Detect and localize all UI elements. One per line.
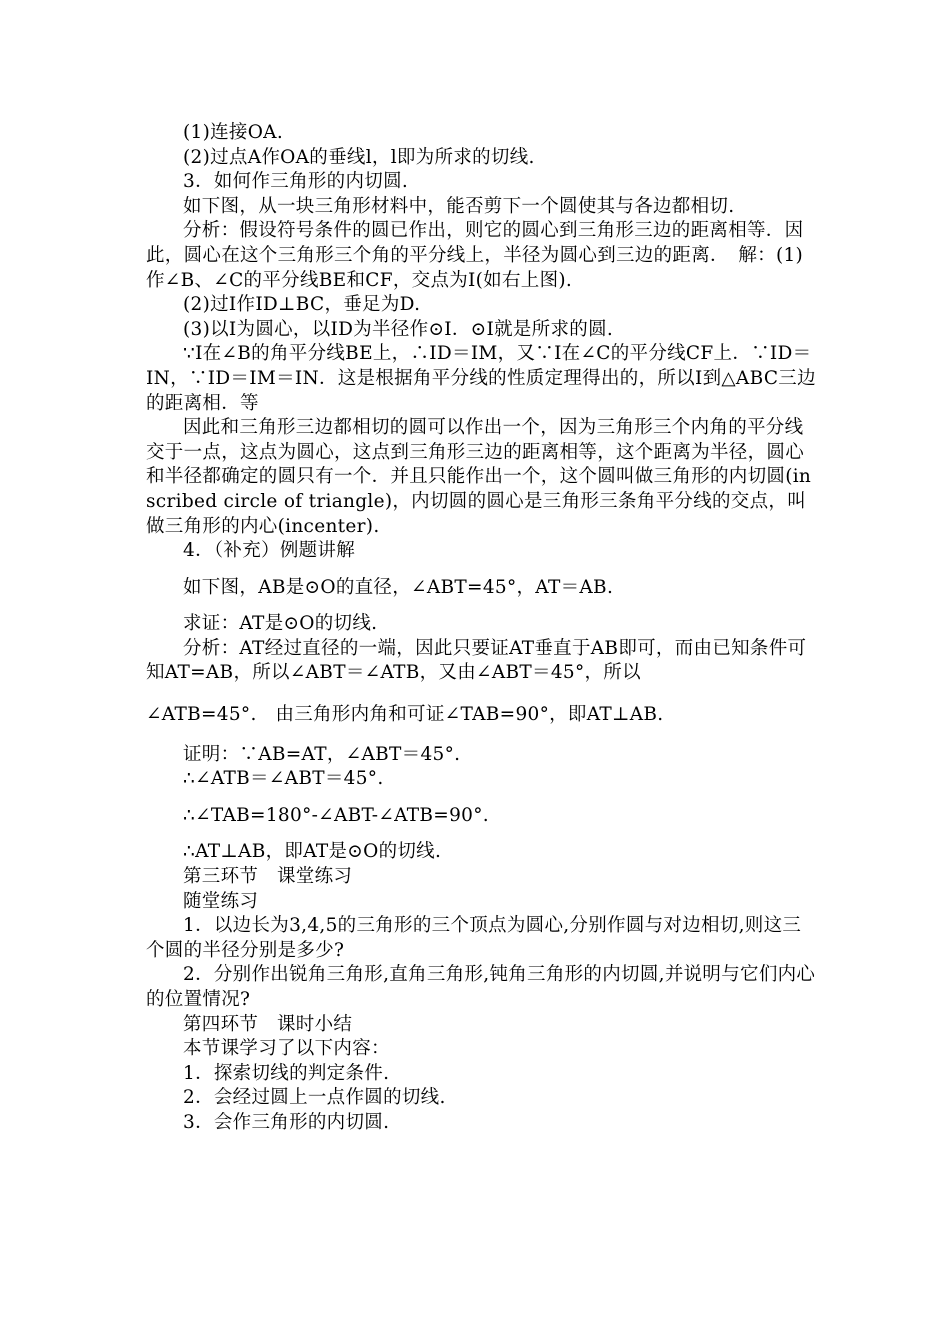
- paragraph: 如下图，从一块三角形材料中，能否剪下一个圆使其与各边都相切.: [183, 195, 735, 217]
- paragraph: ∴AT⊥AB，即AT是⊙O的切线.: [183, 841, 442, 863]
- paragraph: ∴∠TAB=180°-∠ABT-∠ATB=90°.: [183, 804, 489, 826]
- paragraph: 因此和三角形三边都相切的圆可以作出一个，因为三角形三个内角的平分线交于一点，这点为圆心，这点到三角形三边的距离相等，这个距离为半径，圆心和半径都确定的圆只有一个．并且只能作出一个，这个圆叫做三角形的内切圆(inscribed circle of triangle)，内切圆的圆心是三角形三条角平分线的交点，叫做三角形的内心(incenter).: [146, 417, 812, 537]
- paragraph: ∴∠ATB＝∠ABT＝45°.: [183, 768, 384, 790]
- paragraph: (3)以I为圆心，以ID为半径作⊙I．⊙I就是所求的圆.: [183, 318, 614, 340]
- section-heading: 第三环节 课堂练习: [183, 866, 353, 888]
- paragraph: (1)连接OA.: [183, 122, 284, 143]
- paragraph: 随堂练习: [183, 890, 259, 912]
- section-heading: 3．如何作三角形的内切圆.: [183, 171, 409, 193]
- paragraph: 分析：假设符号条件的圆已作出，则它的圆心到三角形三边的距离相等．因此，圆心在这个三角形三个角的平分线上，半径为圆心到三边的距离． 解：(1)作∠B、∠C的平分线BE和CF，交点为I(如右上图).: [146, 220, 804, 291]
- paragraph: (2)过点A作OA的垂线l，l即为所求的切线.: [183, 146, 535, 168]
- paragraph: 如下图，AB是⊙O的直径，∠ABT=45°，AT＝AB.: [183, 576, 614, 598]
- document-page: [146, 121, 816, 1136]
- paragraph: 1．以边长为3,4,5的三角形的三个顶点为圆心,分别作圆与对边相切,则这三个圆的半径分别是多少?: [146, 915, 802, 961]
- paragraph: 本节课学习了以下内容：: [183, 1038, 390, 1060]
- paragraph: (2)过I作ID⊥BC，垂足为D.: [183, 294, 421, 316]
- list-item: 2．会经过圆上一点作圆的切线.: [183, 1087, 446, 1109]
- paragraph: 分析：AT经过直径的一端，因此只要证AT垂直于AB即可，而由已知条件可知AT=AB，所以∠ABT＝∠ATB，又由∠ABT＝45°，所以: [146, 637, 807, 684]
- section-heading: 第四环节 课时小结: [183, 1013, 353, 1035]
- paragraph: 2．分别作出锐角三角形,直角三角形,钝角三角形的内切圆,并说明与它们内心的位置情况?: [146, 964, 816, 1010]
- section-heading: 4．（补充）例题讲解: [183, 540, 356, 562]
- list-item: 1．探索切线的判定条件.: [183, 1062, 390, 1084]
- list-item: 3．会作三角形的内切圆.: [183, 1111, 390, 1133]
- paragraph: ∵I在∠B的角平分线BE上，∴ID＝IM，又∵I在∠C的平分线CF上．∵ID＝IN，∵ID＝IM＝IN．这是根据角平分线的性质定理得出的，所以I到△ABC三边的距离相．等: [146, 343, 816, 414]
- paragraph: ∠ATB=45°. 由三角形内角和可证∠TAB=90°，即AT⊥AB.: [146, 704, 664, 726]
- paragraph: 证明：∵AB=AT，∠ABT＝45°.: [183, 743, 461, 765]
- paragraph: 求证：AT是⊙O的切线.: [183, 613, 378, 635]
